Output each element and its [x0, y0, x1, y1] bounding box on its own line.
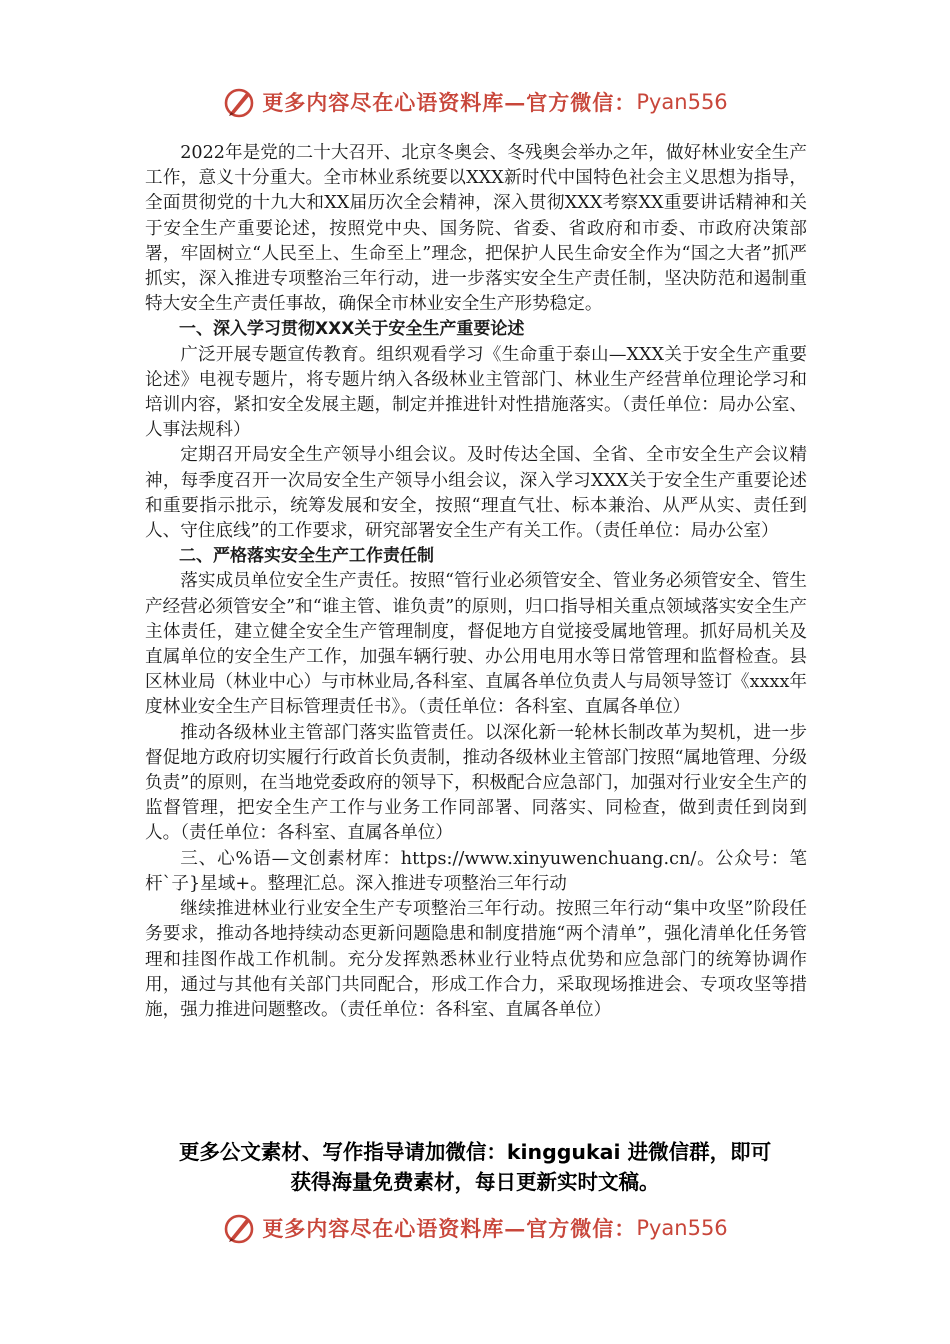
section-heading-3: 三、心%语—文创素材库：https://www.xinyuwenchuang.cn/。公众号：笔杆`子}星域+。整理汇总。深入推进专项整治三年行动	[145, 848, 807, 894]
pen-logo-icon	[222, 1211, 256, 1245]
paragraph: 落实成员单位安全生产责任。按照“管行业必须管安全、管业务必须管安全、管生产经营必须管安全”和“谁主管、谁负责”的原则，归口指导相关重点领域落实安全生产主体责任，建立健全安全生产管理制度，督促地方自觉接受属地管理。抓好局机关及直属单位的安全生产工作，加强车辆行驶、办公用电用水等日常管理和监督检查。县区林业局（林业中心）与市林业局,各科室、直属各单位负责人与局领导签订《xxxx年度林业安全生产目标管理责任书》。（责任单位：各科室、直属各单位）	[145, 571, 807, 718]
header-banner-text: 更多内容尽在心语资料库—官方微信：	[262, 90, 637, 115]
paragraph: 定期召开局安全生产领导小组会议。及时传达全国、全省、全市安全生产会议精神，每季度召开一次局安全生产领导小组会议，深入学习XXX关于安全生产重要论述和重要指示批示，统筹发展和安全，按照“理直气壮、标本兼治、从严从实、责任到人、守住底线”的工作要求，研究部署安全生产有关工作。（责任单位：局办公室）	[145, 445, 807, 542]
footer-banner-id: Pyan556	[636, 1216, 728, 1240]
paragraph: 推动各级林业主管部门落实监管责任。以深化新一轮林长制改革为契机，进一步督促地方政府切实履行行政首长负责制，推动各级林业主管部门按照“属地管理、分级负责”的原则，在当地党委政府的领导下，积极配合应急部门，加强对行业安全生产的监督管理，把安全生产工作与业务工作同部署、同落实、同检查，做到责任到岗到人。（责任单位：各科室、直属各单位）	[145, 722, 807, 844]
footer-banner	[0, 1206, 950, 1250]
paragraph: 继续推进林业行业安全生产专项整治三年行动。按照三年行动“集中攻坚”阶段任务要求，推动各地持续动态更新问题隐患和制度措施“两个清单”，强化清单化任务管理和挂图作战工作机制。充分发挥熟悉林业行业特点优势和应急部门的统筹协调作用，通过与其他有关部门共同配合，形成工作合力，采取现场推进会、专项攻坚等措施，强力推进问题整改。（责任单位：各科室、直属各单位）	[145, 899, 807, 1020]
pen-logo-icon	[222, 85, 256, 119]
section-heading-2: 二、严格落实安全生产工作责任制	[179, 546, 434, 567]
paragraph-intro: 2022年是党的二十大召开、北京冬奥会、冬残奥会举办之年，做好林业安全生产工作，意义十分重大。全市林业系统要以XXX新时代中国特色社会主义思想为指导，全面贯彻党的十九大和XX届历次全会精神，深入贯彻XXX考察XX重要讲话精神和关于安全生产重要论述，按照党中央、国务院、省委、省政府和市委、市政府决策部署，牢固树立“人民至上、生命至上”理念，把保护人民生命安全作为“国之大者”抓严抓实，深入推进专项整治三年行动，进一步落实安全生产责任制，坚决防范和遏制重特大安全生产责任事故，确保全市林业安全生产形势稳定。	[145, 143, 807, 315]
document-body	[145, 141, 807, 1023]
paragraph: 广泛开展专题宣传教育。组织观看学习《生命重于泰山—XXX关于安全生产重要论述》电视专题片，将专题片纳入各级林业主管部门、林业生产经营单位理论学习和培训内容，紧扣安全发展主题，制定并推进针对性措施落实。（责任单位：局办公室、人事法规科）	[145, 344, 807, 441]
promo-block	[120, 1137, 830, 1197]
footer-banner-text: 更多内容尽在心语资料库—官方微信：	[262, 1216, 637, 1241]
header-banner-id: Pyan556	[636, 90, 728, 114]
header-banner	[0, 80, 950, 124]
section-heading-1: 一、深入学习贯彻XXX关于安全生产重要论述	[179, 319, 525, 340]
promo-line-2: 获得海量免费素材，每日更新实时文稿。	[290, 1170, 660, 1194]
promo-line-1: 更多公文素材、写作指导请加微信：kinggukai 进微信群，即可	[178, 1140, 772, 1164]
